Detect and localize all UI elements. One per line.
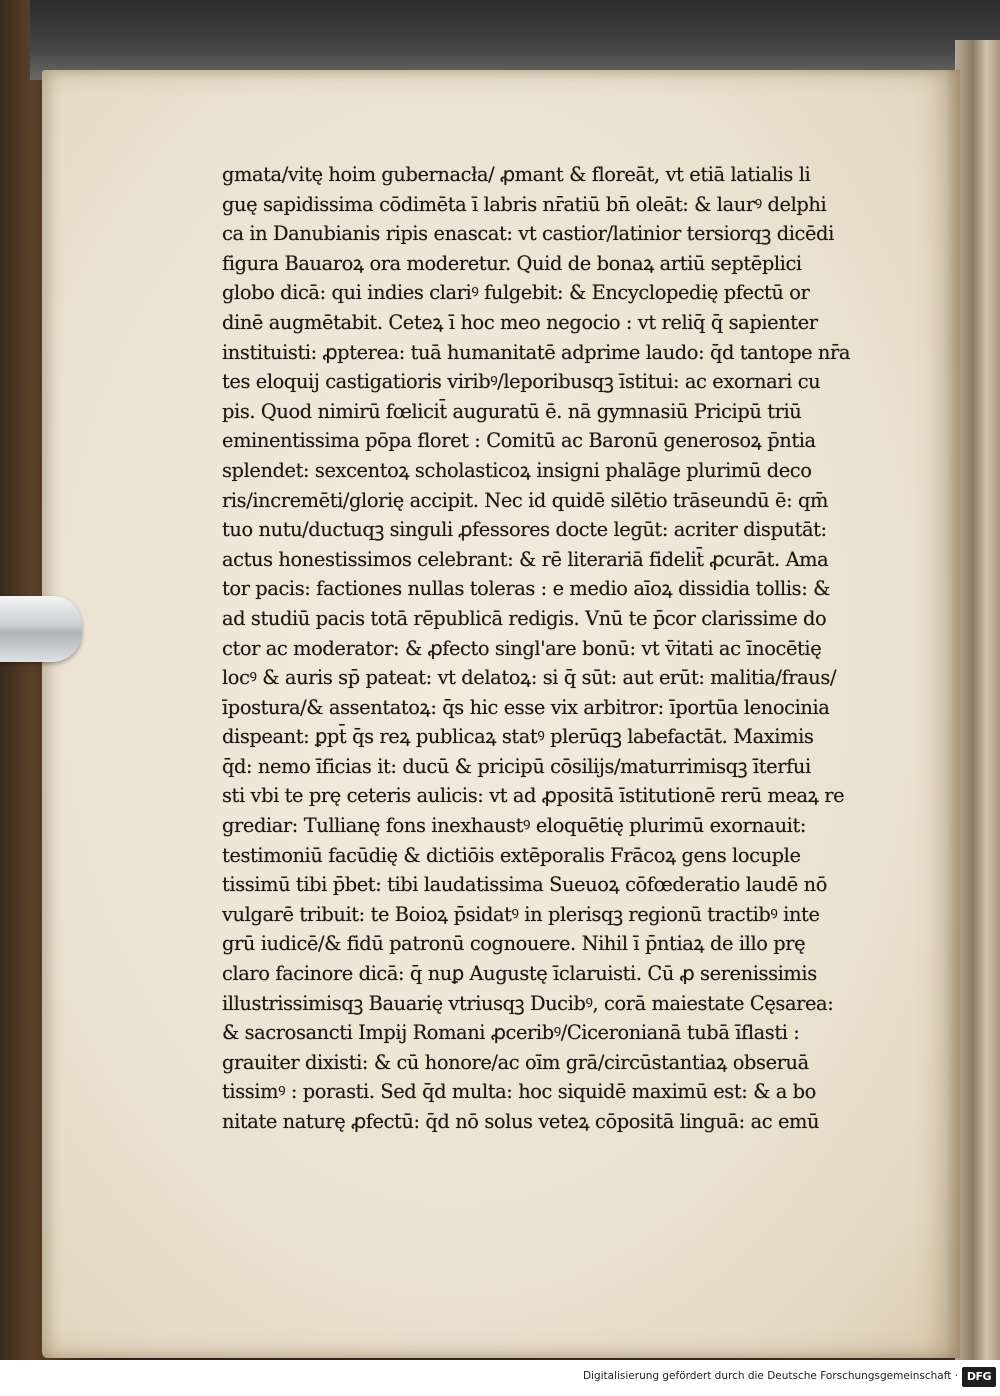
text-line: illustrissimisqꝫ Bauarię vtriusqꝫ Ducibꝰ, corā maiestate Cęsarea:	[222, 991, 834, 1015]
text-line: gmata/vitę hoim gubernacła/ ꝓmant & floreāt, vt etiā latialis li	[222, 163, 811, 186]
footer-credit: Digitalisierung gefördert durch die Deutsche Forschungsgemeinschaft ·	[582, 1370, 958, 1382]
text-line: tissimū tibi p̄bet: tibi laudatissima Sueuoꝝ cōfœderatio laudē nō	[222, 873, 827, 897]
text-line: claro facinore dicā: q̄ nuꝑ Augustę īclaruisti. Cū ꝓ serenissimis	[222, 962, 817, 986]
text-line: grediar: Tullianę fons inexhaustꝰ eloquētię plurimū exornauit:	[222, 814, 807, 838]
text-line: vulgarē tribuit: te Boioꝝ p̄sidatꝰ in plerisqꝫ regionū tractibꝰ inte	[222, 902, 820, 926]
page-clip-icon	[0, 596, 82, 662]
text-line: splendet: sexcentoꝝ scholasticoꝝ insigni phalāge plurimū deco	[222, 458, 812, 482]
text-line: sti vbi te prę ceteris aulicis: vt ad ꝓpositā īstitutionē rerū meaꝝ re	[222, 784, 845, 808]
text-line: īpostura/& assentatoꝝ: q̄s hic esse vix arbitror: īportūa lenocinia	[222, 695, 830, 719]
text-line: pis. Quod nimirū fœlicit̄ auguratū ē. nā gymnasiū Pricipū triū	[222, 399, 802, 423]
text-line: grauiter dixisti: & cū honore/ac oīm grā/circūstantiaꝝ obseruā	[222, 1050, 809, 1074]
text-line: q̄d: nemo īficias it: ducū & pricipū cōsilijs/maturrimisqꝫ īterfui	[222, 754, 811, 778]
text-line: dinē augmētabit. Ceteꝝ ī hoc meo negocio : vt reliq̄ q̄ sapienter	[222, 310, 818, 334]
text-line: dispeant: ꝑpt̄ q̄s reꝝ publicaꝝ statꝰ plerūqꝫ labefactāt. Maximis	[222, 725, 814, 749]
text-line: figura Bauaroꝝ ora moderetur. Quid de bonaꝝ artiū septēplici	[222, 251, 802, 275]
page-fold-shadow	[946, 70, 960, 1358]
text-line: locꝰ & auris sp̄ pateat: vt delatoꝝ: si q̄ sūt: aut erūt: malitia/fraus/	[222, 666, 837, 690]
footer-bar	[0, 1360, 1000, 1396]
text-line: tissimꝰ : porasti. Sed q̄d multa: hoc siquidē maximū est: & a bo	[222, 1080, 816, 1104]
dfg-logo-icon: DFG	[962, 1367, 996, 1387]
text-line: guę sapidissima cōdimēta ī labris nr̄atiū bn̄ oleāt: & laurꝰ delphi	[222, 192, 827, 216]
text-line: ad studiū pacis totā rēpublicā redigis. Vnū te p̄cor clarissime do	[222, 606, 827, 630]
page-text	[222, 160, 882, 1137]
text-line: actus honestissimos celebrant: & rē literariā fidelit̄ ꝓcurāt. Ama	[222, 547, 829, 571]
text-line: grū iudicē/& fidū patronū cognouere. Nihil ī p̄ntiaꝝ de illo prę	[222, 932, 806, 956]
text-line: instituisti: ꝓpterea: tuā humanitatē adprime laudo: q̄d tantope nr̄a	[222, 340, 851, 364]
text-line: ca in Danubianis ripis enascat: vt castior/latinior tersiorqꝫ dicēdi	[222, 222, 834, 246]
text-line: ctor ac moderator: & ꝓfecto singl'are bonū: vt v̄itati ac īnocētię	[222, 636, 822, 660]
text-line: globo dicā: qui indies clariꝰ fulgebit: & Encyclopedię pfectū or	[222, 281, 810, 305]
text-line: eminentissima pōpa floret : Comitū ac Baronū generosoꝝ p̄ntia	[222, 429, 816, 453]
text-line: ris/incremēti/glorię accipit. Nec id quidē silētio trāseundū ē: qm̄	[222, 488, 828, 512]
book-board-top	[30, 0, 1000, 80]
text-line: & sacrosancti Impij Romani ꝓceribꝰ/Ciceronianā tubā īflasti :	[222, 1021, 800, 1045]
book-board-right	[955, 40, 1000, 1360]
text-line: tuo nutu/ductuqꝫ singuli ꝓfessores docte legūt: acriter disputāt:	[222, 518, 827, 542]
text-line: tor pacis: factiones nullas toleras : e medio aīoꝝ dissidia tollis: &	[222, 577, 830, 601]
text-line: tes eloquij castigatioris viribꝰ/leporibusqꝫ īstitui: ac exornari cu	[222, 370, 821, 394]
text-line: nitate naturę ꝓfectū: q̄d nō solus veteꝝ cōpositā linguā: ac emū	[222, 1110, 820, 1133]
text-line: testimoniū facūdię & dictiōis extēporalis Frācoꝝ gens locuple	[222, 843, 801, 867]
